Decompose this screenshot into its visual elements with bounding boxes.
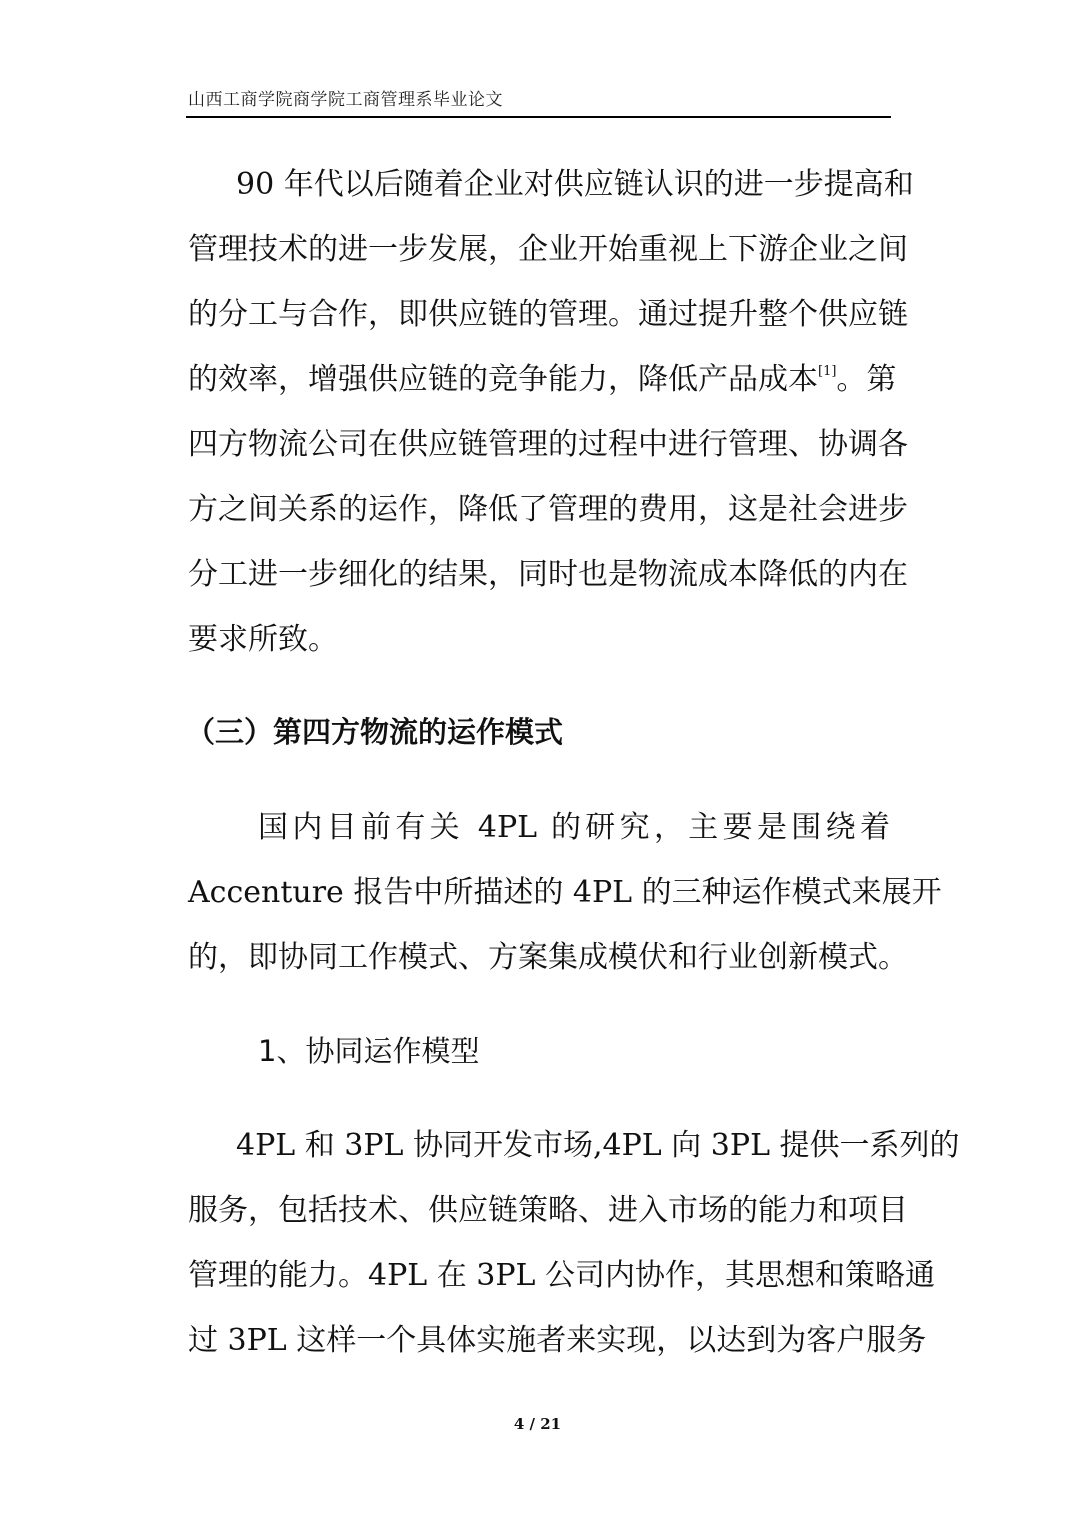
paragraph-1-line-2: 管理技术的进一步发展，企业开始重视上下游企业之间	[188, 232, 908, 267]
header-title: 山西工商学院商学院工商管理系毕业论文	[188, 90, 503, 110]
section-heading: （三）第四方物流的运作模式	[186, 715, 564, 749]
paragraph-1-line-6: 方之间关系的运作，降低了管理的费用，这是社会进步	[188, 492, 908, 527]
paragraph-1-line-4	[188, 358, 897, 402]
paragraph-1-line-4-text: 的效率，增强供应链的竞争能力，降低产品成本	[188, 362, 818, 397]
paragraph-1-line-1: 90 年代以后随着企业对供应链认识的进一步提高和	[236, 167, 914, 202]
page-number: 4 / 21	[513, 1415, 562, 1433]
paragraph-2-line-1: 国内目前有关 4PL 的研究，主要是围绕着	[258, 810, 890, 845]
paragraph-3-line-2: 服务，包括技术、供应链策略、进入市场的能力和项目	[188, 1193, 908, 1228]
subheading: 1、协同运作模型	[258, 1034, 480, 1068]
paragraph-1-line-4-tail: 。第	[836, 362, 897, 397]
page-header	[186, 88, 891, 118]
paragraph-2-line-2: Accenture 报告中所描述的 4PL 的三种运作模式来展开	[188, 875, 942, 910]
paragraph-2-line-3: 的，即协同工作模式、方案集成模伏和行业创新模式。	[188, 940, 908, 975]
paragraph-3-line-1: 4PL 和 3PL 协同开发市场,4PL 向 3PL 提供一系列的	[236, 1128, 960, 1163]
paragraph-1-line-8: 要求所致。	[188, 622, 338, 657]
citation-mark: [1]	[818, 364, 837, 379]
paragraph-1-line-5: 四方物流公司在供应链管理的过程中进行管理、协调各	[188, 427, 908, 462]
paragraph-1-line-3: 的分工与合作，即供应链的管理。通过提升整个供应链	[188, 297, 908, 332]
paragraph-3-line-4: 过 3PL 这样一个具体实施者来实现，以达到为客户服务	[188, 1323, 927, 1358]
paragraph-3-line-3: 管理的能力。4PL 在 3PL 公司内协作，其思想和策略通	[188, 1258, 935, 1293]
paragraph-1-line-7: 分工进一步细化的结果，同时也是物流成本降低的内在	[188, 557, 908, 592]
